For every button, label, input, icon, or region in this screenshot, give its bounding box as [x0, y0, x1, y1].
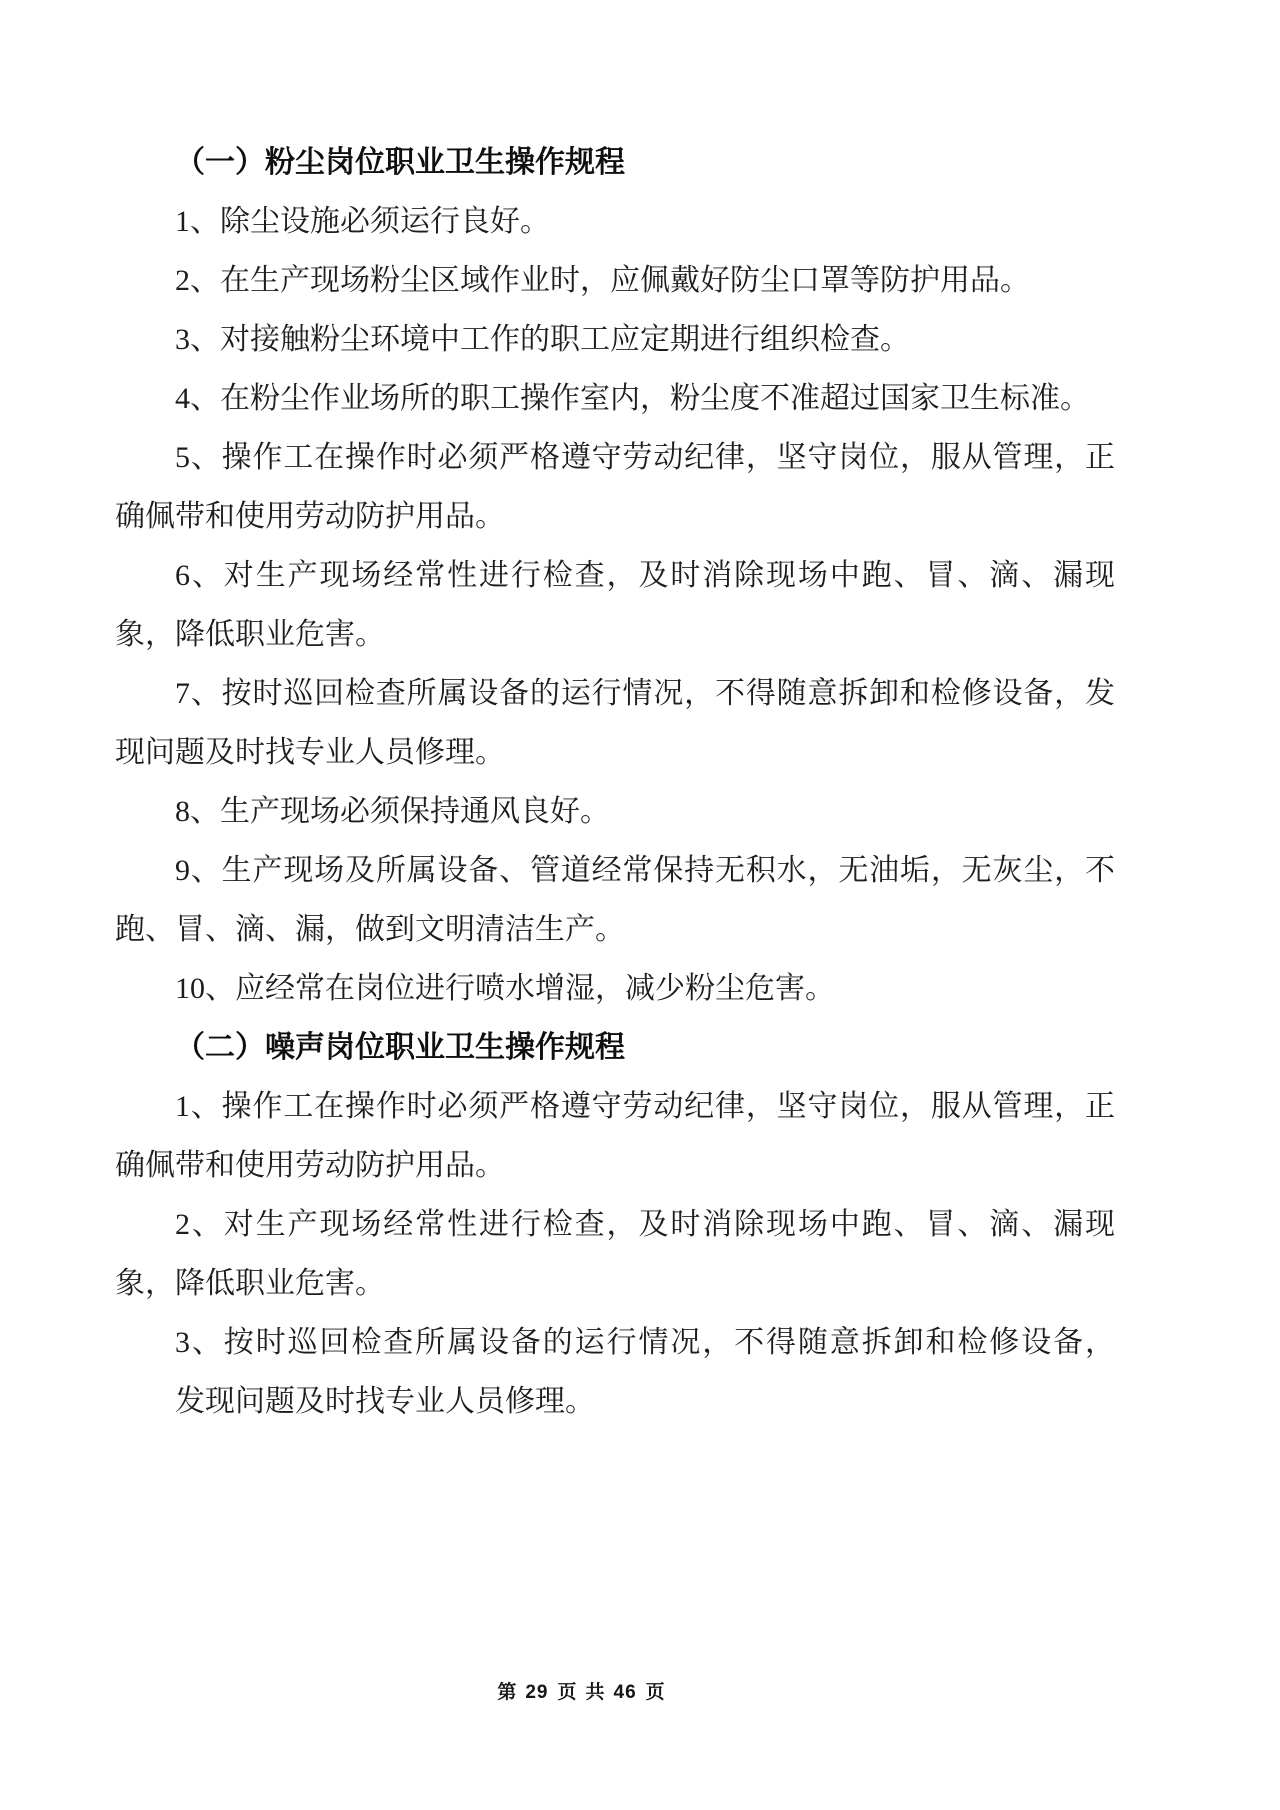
footer-label-gong: 共 — [585, 1682, 605, 1703]
doc-line: 2、对生产现场经常性进行检查，及时消除现场中跑、冒、滴、漏现 — [175, 1208, 1115, 1241]
doc-line: 确佩带和使用劳动防护用品。 — [115, 1149, 505, 1182]
footer-label-ye: 页 — [557, 1682, 577, 1703]
doc-line: 1、操作工在操作时必须严格遵守劳动纪律，坚守岗位，服从管理，正 — [175, 1090, 1115, 1123]
footer-page-number: 29 — [525, 1682, 549, 1703]
footer-label-ye2: 页 — [645, 1682, 665, 1703]
doc-line: 6、对生产现场经常性进行检查，及时消除现场中跑、冒、滴、漏现 — [175, 559, 1115, 592]
footer-label-di: 第 — [497, 1682, 517, 1703]
section-2-heading: （二）噪声岗位职业卫生操作规程 — [175, 1031, 625, 1064]
doc-line: 4、在粉尘作业场所的职工操作室内，粉尘度不准超过国家卫生标准。 — [175, 382, 1090, 415]
doc-line: 10、应经常在岗位进行喷水增湿，减少粉尘危害。 — [175, 972, 835, 1005]
doc-line: 象，降低职业危害。 — [115, 618, 385, 651]
doc-line: 象，降低职业危害。 — [115, 1267, 385, 1300]
page-footer — [0, 1680, 1162, 1706]
doc-line: 现问题及时找专业人员修理。 — [115, 736, 505, 769]
doc-line: 8、生产现场必须保持通风良好。 — [175, 795, 610, 828]
doc-line: 5、操作工在操作时必须严格遵守劳动纪律，坚守岗位，服从管理，正 — [175, 441, 1115, 474]
doc-line: 1、除尘设施必须运行良好。 — [175, 205, 550, 238]
doc-line: 发现问题及时找专业人员修理。 — [175, 1385, 595, 1418]
doc-line: 跑、冒、滴、漏，做到文明清洁生产。 — [115, 913, 625, 946]
doc-line: 9、生产现场及所属设备、管道经常保持无积水，无油垢，无灰尘，不 — [175, 854, 1115, 887]
doc-line: 3、按时巡回检查所属设备的运行情况，不得随意拆卸和检修设备， — [175, 1326, 1115, 1359]
footer-total-pages: 46 — [613, 1682, 637, 1703]
doc-line: 2、在生产现场粉尘区域作业时，应佩戴好防尘口罩等防护用品。 — [175, 264, 1030, 297]
doc-line: 7、按时巡回检查所属设备的运行情况，不得随意拆卸和检修设备，发 — [175, 677, 1115, 710]
section-1-heading: （一）粉尘岗位职业卫生操作规程 — [175, 146, 625, 179]
doc-line: 3、对接触粉尘环境中工作的职工应定期进行组织检查。 — [175, 323, 910, 356]
document-content — [115, 133, 1115, 1431]
doc-line: 确佩带和使用劳动防护用品。 — [115, 500, 505, 533]
